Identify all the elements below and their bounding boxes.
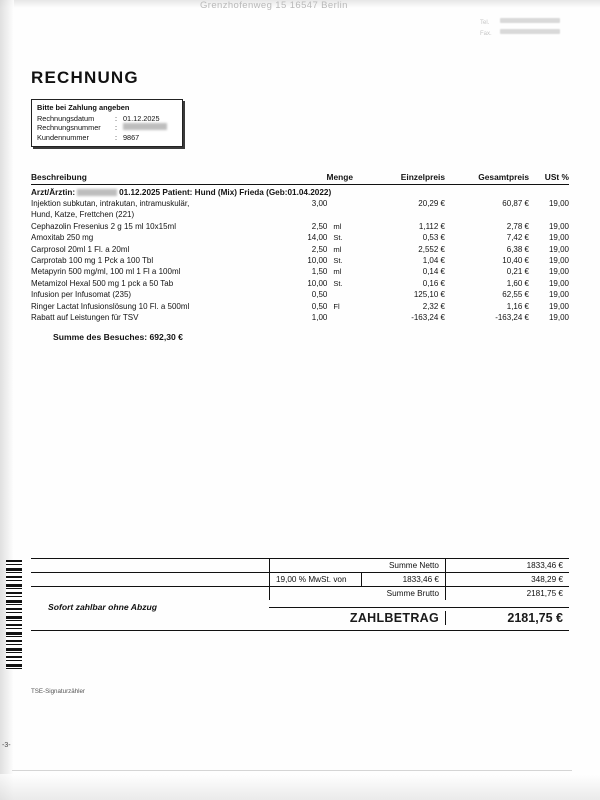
gross-value: 2181,75 € — [445, 587, 569, 600]
table-row — [31, 244, 569, 255]
row-total-price: 60,87 € — [502, 199, 529, 208]
amount-due-row — [269, 607, 569, 625]
contact-label-fax: Fax. — [480, 31, 492, 38]
barcode — [6, 560, 22, 670]
row-total-price: 1,60 € — [506, 278, 529, 288]
net-value: 1833,46 € — [445, 559, 569, 572]
invoice-number-label: Rechnungsnummer — [37, 123, 101, 133]
invoice-number-sep: : — [115, 123, 118, 133]
row-total-price: 2,78 € — [506, 221, 529, 231]
section-header-text: 01.12.2025 Patient: Hund (Mix) Frieda (Geb:01.04.2022) — [119, 188, 332, 197]
contact-value-tel-redacted — [500, 18, 560, 23]
payment-terms-note: Sofort zahlbar ohne Abzug — [48, 602, 158, 612]
totals-spacer — [31, 587, 269, 600]
table-row — [31, 255, 569, 266]
row-qty-value: 0,50 — [311, 290, 328, 300]
col-header-description: Beschreibung — [31, 172, 87, 182]
row-unit-price: 0,53 € — [422, 233, 445, 243]
row-quantity — [297, 255, 369, 266]
row-qty-unit — [327, 289, 353, 300]
letterhead-contact — [480, 18, 600, 41]
row-vat: 19,00 — [548, 256, 569, 266]
row-quantity — [297, 221, 369, 232]
row-vat: 19,00 — [548, 267, 569, 277]
row-qty-value: 10,00 — [307, 256, 328, 266]
row-description: Infusion per Infusomat (235) — [31, 290, 132, 300]
row-quantity — [297, 198, 369, 209]
totals-row-vat — [31, 572, 569, 586]
gross-label: Summe Brutto — [269, 587, 445, 600]
row-unit-price: 20,29 € — [418, 199, 445, 208]
table-row — [31, 289, 569, 300]
row-qty-value: 1,50 — [311, 267, 328, 277]
row-unit-price: 125,10 € — [413, 290, 445, 300]
row-quantity — [297, 289, 369, 300]
totals-row-gross — [31, 586, 569, 600]
row-vat: 19,00 — [548, 278, 569, 288]
row-qty-unit: St. — [333, 278, 343, 288]
invoice-date-value: 01.12.2025 — [123, 113, 160, 123]
vat-base-value: 1833,46 € — [361, 573, 445, 586]
invoice-number-redacted — [123, 123, 167, 130]
table-row — [31, 266, 569, 277]
row-quantity — [297, 232, 369, 243]
vat-split — [269, 573, 445, 586]
row-total-price-empty — [445, 209, 529, 220]
scan-edge-bottom — [0, 774, 600, 800]
row-unit-price-empty — [369, 209, 445, 220]
row-qty-unit: St. — [333, 233, 343, 243]
row-description: Metamizol Hexal 500 mg 1 pck a 50 Tab — [31, 278, 174, 288]
row-description-line2: Hund, Katze, Frettchen (221) — [31, 210, 135, 220]
totals-row-net — [31, 558, 569, 572]
row-unit-price: 0,14 € — [422, 267, 445, 277]
customer-number-label: Kundennummer — [37, 132, 89, 142]
row-qty-unit: Fl — [333, 301, 340, 311]
totals-spacer — [31, 573, 269, 586]
vet-name-redacted — [77, 189, 117, 196]
row-quantity — [297, 312, 369, 323]
row-total-price: 0,21 € — [506, 267, 529, 277]
col-header-quantity: Menge — [326, 172, 353, 182]
row-vat: 19,00 — [548, 244, 569, 254]
col-header-unit-price: Einzelpreis — [400, 172, 445, 182]
vat-rate-label: 19,00 % MwSt. von — [276, 575, 347, 584]
row-description: Injektion subkutan, intrakutan, intramuskulär, — [31, 199, 190, 208]
row-description: Ringer Lactat Infusionslösung 10 Fl. a 500ml — [31, 301, 190, 311]
row-vat: 19,00 — [548, 233, 569, 243]
col-header-vat: USt % — [544, 172, 569, 182]
row-vat-empty — [529, 209, 569, 220]
row-qty-value: 0,50 — [311, 301, 328, 311]
amount-due-label: ZAHLBETRAG — [349, 611, 439, 625]
row-vat: 19,00 — [548, 199, 569, 208]
row-total-price: 10,40 € — [502, 256, 529, 266]
totals-block — [31, 558, 569, 600]
row-quantity — [297, 244, 369, 255]
tse-signature-counter-label: TSE-Signaturzähler — [31, 688, 85, 695]
row-qty-unit: St. — [333, 256, 343, 266]
row-vat: 19,00 — [548, 221, 569, 231]
section-header-prefix: Arzt/Ärztin: — [31, 188, 76, 197]
row-qty-unit: ml — [333, 221, 342, 231]
row-total-price: -163,24 € — [495, 313, 529, 323]
vat-value: 348,29 € — [445, 573, 569, 586]
row-qty-unit: ml — [333, 244, 342, 254]
invoice-date-sep: : — [115, 113, 118, 123]
letterhead-address: Grenzhofenweg 15 16547 Berlin — [200, 0, 348, 11]
net-label: Summe Netto — [269, 559, 445, 572]
row-qty-value: 3,00 — [311, 199, 328, 208]
row-qty-value: 14,00 — [307, 233, 328, 243]
row-qty-unit: ml — [333, 267, 342, 277]
visit-total: Summe des Besuches: 692,30 € — [53, 332, 183, 343]
row-qty-value: 2,50 — [311, 221, 328, 231]
table-header-row — [31, 172, 569, 185]
page-title: RECHNUNG — [31, 68, 139, 87]
row-unit-price: 2,552 € — [418, 244, 445, 254]
row-total-price: 6,38 € — [506, 244, 529, 254]
row-description: Amoxitab 250 mg — [31, 233, 94, 243]
totals-spacer — [31, 559, 269, 572]
row-qty-value: 2,50 — [311, 244, 328, 254]
row-description: Carprosol 20ml 1 Fl. a 20ml — [31, 244, 130, 254]
row-description: Rabatt auf Leistungen für TSV — [31, 313, 139, 323]
row-quantity — [297, 301, 369, 312]
row-qty-value: 10,00 — [307, 278, 328, 288]
footer-divider — [12, 770, 572, 771]
table-row — [31, 232, 569, 243]
totals-bottom-rule — [31, 630, 569, 631]
row-unit-price: 0,16 € — [422, 278, 445, 288]
invoice-date-label: Rechnungsdatum — [37, 113, 95, 123]
row-total-price: 7,42 € — [506, 233, 529, 243]
row-vat: 19,00 — [548, 290, 569, 300]
row-description: Carprotab 100 mg 1 Pck a 100 Tbl — [31, 256, 154, 266]
row-unit-price: 1,04 € — [422, 256, 445, 266]
row-description: Cephazolin Fresenius 2 g 15 ml 10x15ml — [31, 221, 176, 231]
customer-number-value: 9867 — [123, 132, 140, 142]
col-header-total-price: Gesamtpreis — [478, 172, 529, 182]
table-row — [31, 221, 569, 232]
table-row — [31, 312, 569, 323]
row-unit-price: -163,24 € — [411, 313, 445, 323]
customer-number-sep: : — [115, 132, 118, 142]
table-row-continuation — [31, 209, 569, 220]
row-qty-unit — [327, 198, 353, 209]
table-row — [31, 278, 569, 289]
contact-value-fax-redacted — [500, 29, 560, 34]
amount-due-value: 2181,75 € — [445, 611, 569, 625]
section-header-patient — [31, 185, 569, 198]
row-quantity — [297, 266, 369, 277]
payment-reference-title: Bitte bei Zahlung angeben — [37, 103, 130, 112]
row-description: Metapyrin 500 mg/ml, 100 ml 1 Fl a 100ml — [31, 267, 181, 277]
table-row — [31, 198, 569, 209]
row-total-price: 1,16 € — [506, 301, 529, 311]
payment-reference-box — [31, 99, 183, 147]
contact-label-tel: Tel. — [480, 20, 490, 26]
row-qty-unit — [327, 312, 353, 323]
row-total-price: 62,55 € — [502, 290, 529, 300]
row-vat: 19,00 — [548, 301, 569, 311]
row-unit-price: 1,112 € — [418, 221, 445, 231]
row-unit-price: 2,32 € — [422, 301, 445, 311]
row-quantity-empty — [297, 209, 369, 220]
row-quantity — [297, 278, 369, 289]
page-marker: -3- — [2, 742, 11, 749]
table-row — [31, 301, 569, 312]
line-items-table — [31, 172, 569, 342]
row-qty-value: 1,00 — [311, 313, 328, 323]
scan-edge-left — [0, 0, 14, 800]
row-vat: 19,00 — [548, 313, 569, 323]
